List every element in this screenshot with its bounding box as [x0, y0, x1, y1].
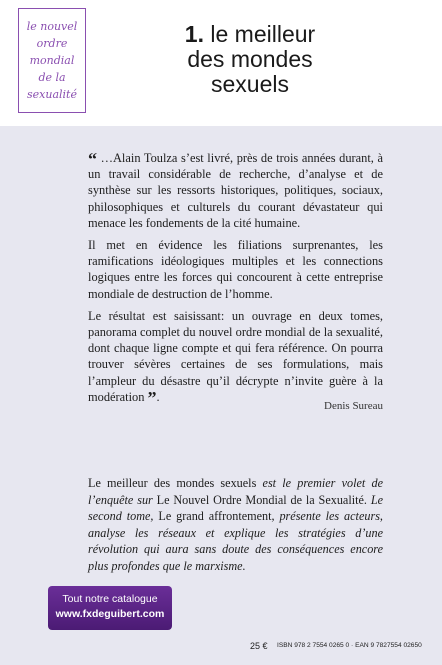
series-sticker	[18, 8, 86, 113]
close-quote-mark: ”	[147, 387, 157, 408]
sticker-line: de la	[38, 71, 66, 84]
blurb-second-volume: Le second tome,	[88, 492, 383, 524]
title-line-2: des mondes	[187, 46, 313, 72]
title-line-1: le meilleur	[210, 21, 316, 47]
quote-paragraph	[88, 150, 383, 231]
blurb-series-title: Le Nouvel Ordre Mondial de la Sexualité	[156, 492, 364, 507]
blurb-book-title: Le meilleur des mondes sexuels	[88, 476, 257, 490]
quote-paragraph-2: Il met en évidence les filiations surprenantes, les ramifications idéologiques multiples et les connections logiques entre les forces qui concourent à cette entreprise mondiale de destruction de l’homme.	[88, 238, 383, 301]
quote-author: Denis Sureau	[324, 400, 383, 412]
quote-paragraph-3: Le résultat est saisissant: un ouvrage en deux tomes, panorama complet du nouvel ordre mondial de la sexualité, dont chaque ligne compte et qui fera référence. On pourra trouver sévères certaines de ses formulations, mais l’ampleur du désastre qu’il décrypte n’invite guère à la modération	[88, 308, 383, 404]
blurb-description: , présente les acteurs, analyse les réseaux et explique les stratégies d’une révolution qui aura sans doute des conséquences encore plus profondes que le marxisme.	[88, 509, 383, 573]
series-blurb	[88, 475, 383, 575]
blurb-text: est le premier volet de l’enquête sur	[88, 476, 383, 507]
catalog-link-button[interactable]	[48, 586, 172, 630]
quote-paragraph: Le résultat est saisissant: un ouvrage en deux tomes, panorama complet du nouvel ordre mondial de la sexualité, dont chaque ligne compte et qui fera référence. On pourra trouver sévères certaines de ses formulations, mais l’ampleur du désastre qu’il décrypte n’invite guère à la modération ”.	[88, 308, 383, 408]
review-quote	[88, 150, 383, 411]
quote-paragraph-1: …Alain Toulza s’est livré, près de trois années durant, à un travail considérable de recherche, d’analyse et de synthèse sur les ressorts historiques, politiques, sociaux, philosophiques et culturels du courant dévastateur qui menace les fondements de la cité humaine.	[88, 151, 383, 230]
sticker-line: ordre	[36, 37, 68, 50]
blurb-punct: .	[363, 492, 371, 507]
top-band	[0, 0, 442, 126]
isbn-ean: ISBN 978 2 7554 0265 0 · EAN 9 7827554 02650	[277, 642, 422, 649]
sticker-line: mondial	[29, 54, 75, 67]
price: 25 €	[250, 641, 268, 651]
book-title	[130, 22, 370, 97]
catalog-label: Tout notre catalogue	[62, 593, 158, 605]
catalog-url[interactable]: www.fxdeguibert.com	[55, 608, 165, 620]
open-quote-mark: “	[88, 149, 97, 169]
sticker-line: sexualité	[27, 88, 77, 101]
sticker-line: le nouvel	[26, 20, 78, 33]
volume-number: 1.	[184, 21, 204, 47]
blurb-second-title: Le grand affrontement	[153, 509, 272, 524]
title-line-3: sexuels	[211, 71, 289, 97]
